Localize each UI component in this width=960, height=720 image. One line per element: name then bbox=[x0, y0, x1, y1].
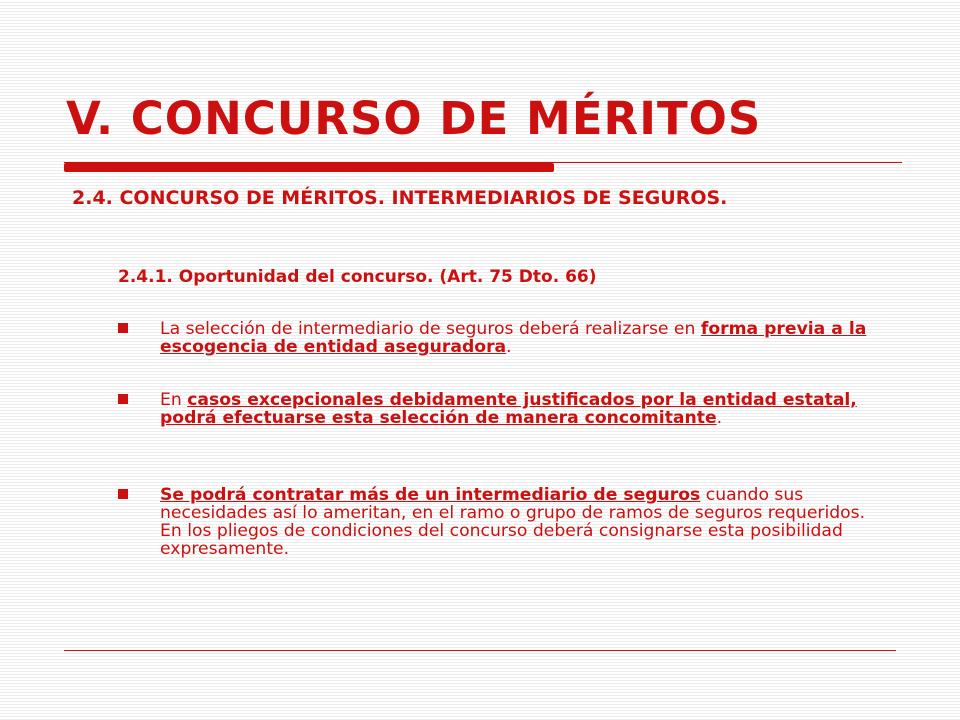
square-bullet-icon bbox=[118, 394, 128, 404]
bullet-text-tail: . bbox=[506, 337, 512, 357]
bullet-text-emphasis: casos excepcionales debidamente justificados por la entidad estatal, podrá efectuarse esta selección de manera concomitante bbox=[160, 390, 857, 428]
section-heading: 2.4. CONCURSO DE MÉRITOS. INTERMEDIARIOS DE SEGUROS. bbox=[72, 187, 728, 209]
bullet-text-emphasis: Se podrá contratar más de un intermediario de seguros bbox=[160, 485, 701, 505]
subsection-heading: 2.4.1. Oportunidad del concurso. (Art. 75 Dto. 66) bbox=[118, 267, 597, 287]
bullet-item-2 bbox=[118, 391, 878, 427]
bullet-item-3 bbox=[118, 486, 878, 558]
square-bullet-icon bbox=[118, 489, 128, 499]
bullet-text-emphasis: forma previa a la escogencia de entidad aseguradora bbox=[160, 319, 867, 357]
footer-rule bbox=[64, 650, 896, 651]
bullet-text-tail: . bbox=[716, 408, 723, 428]
bullet-text-tail: cuando sus necesidades así lo ameritan, en el ramo o grupo de ramos de seguros requeridos. En los pliegos de condiciones del concurso deberá consignarse esta posibilidad expresamente. bbox=[160, 485, 866, 559]
title-underline-bar bbox=[64, 163, 554, 172]
square-bullet-icon bbox=[118, 323, 128, 333]
bullet-text-lead: En bbox=[160, 390, 188, 410]
bullet-item-1 bbox=[118, 320, 878, 356]
bullet-text bbox=[160, 486, 878, 558]
bullet-text-lead: La selección de intermediario de seguros deberá realizarse en bbox=[160, 319, 701, 339]
bullet-text bbox=[160, 391, 878, 427]
slide-title: V. CONCURSO DE MÉRITOS bbox=[66, 92, 762, 145]
bullet-text bbox=[160, 320, 878, 356]
